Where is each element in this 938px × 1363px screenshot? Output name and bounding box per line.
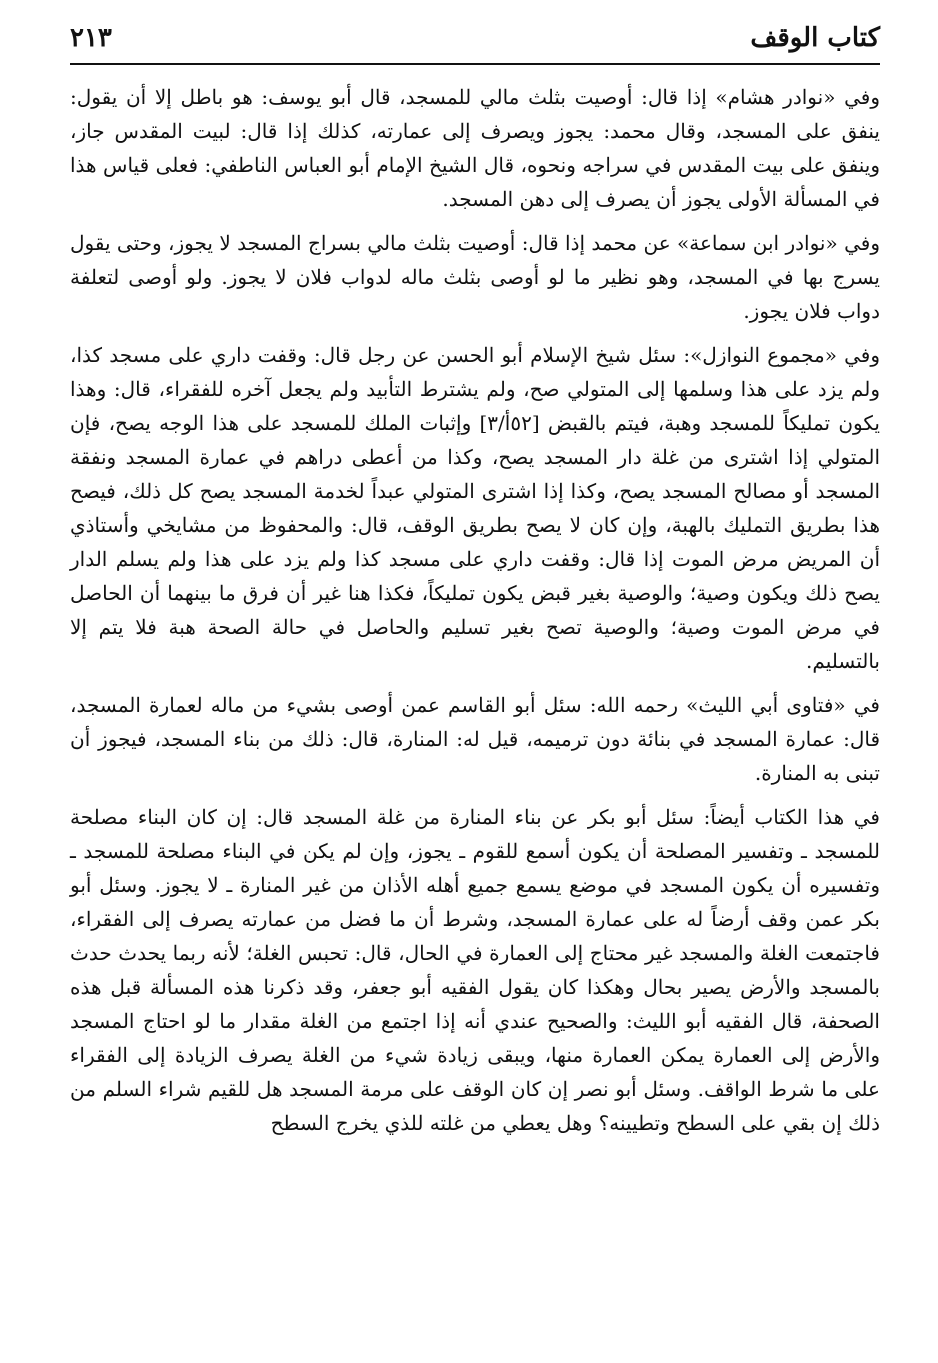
chapter-title: كتاب الوقف (750, 23, 880, 53)
page-number: ٢١٣ (70, 23, 112, 53)
paragraph-majmu-al-nawazil: وفي «مجموع النوازل»: سئل شيخ الإسلام أبو الحسن عن رجل قال: وقفت داري على مسجد كذا، ولم يزد على هذا وسلمها إلى المتولي صح، ولم يشترط التأبيد ولم يجعل آخره للفقراء، قال: وهذا يكون تمليكاً للمسجد وهبة، فيتم بالقبض [٥٢أ/٣] وإثبات الملك للمسجد على هذا الوجه يصح، فإن المتولي إذا اشترى من غلة دار المسجد يصح، وكذا من أعطى دراهم في عمارة المسجد ونفقة المسجد أو مصالح المسجد يصح، وكذا إذا اشترى المتولي عبداً لخدمة المسجد يصح كل ذلك، فيصح هذا بطريق التمليك بالهبة، وإن كان لا يصح بطريق الوقف، قال: والمحفوظ من مشايخي وأستاذي أن المريض مرض الموت إذا قال: وقفت داري على مسجد كذا ولم يزد على هذا ولم يسلم الدار يصح ذلك ويكون وصية؛ والوصية بغير قبض يكون تمليكاً، فكذا هنا غير أن فرق ما بينهما أن الحاصل في مرض الموت وصية؛ والوصية تصح بغير تسليم والحاصل في حالة الصحة هبة فلا يتم إلا بالتسليم. (70, 343, 880, 673)
paragraph-nawadir-ibn-samaa: وفي «نوادر ابن سماعة» عن محمد إذا قال: أوصيت بثلث مالي بسراج المسجد لا يجوز، وحتى يقول يسرج بها في المسجد، وهو نظير ما لو أوصى بثلث ماله لدواب فلان لا يجوز. ولو أوصى لتعلفة دواب فلان يجوز. (70, 231, 880, 323)
paragraph-same-book: في هذا الكتاب أيضاً: سئل أبو بكر عن بناء المنارة من غلة المسجد قال: إن كان البناء مصلحة للمسجد ـ وتفسير المصلحة أن يكون أسمع للقوم ـ يجوز، وإن لم يكن في البناء مصلحة للمسجد ـ وتفسيره أن يكون المسجد في موضع يسمع جميع أهله الأذان من غير المنارة ـ لا يجوز. وسئل أبو بكر عمن وقف أرضاً له على عمارة المسجد، وشرط أن ما فضل من عمارته يصرف إلى الفقراء، فاجتمعت الغلة والمسجد غير محتاج إلى العمارة في الحال، قال: تحبس الغلة؛ لأنه ربما يحدث حدث بالمسجد والأرض يصير بحال وهكذا كان يقول الفقيه أبو جعفر، وقد ذكرنا هذه المسألة قبل هذه الصحفة، قال الفقيه أبو الليث: والصحيح عندي أنه إذا اجتمع من الغلة مقدار ما لو احتاج المسجد والأرض إلى العمارة يمكن العمارة منها، ويبقى زيادة شيء من الغلة يصرف الزيادة إلى الفقراء على ما شرط الواقف. وسئل أبو نصر إن كان الوقف على مرمة المسجد هل للقيم شراء السلم من ذلك إن بقي على السطح وتطيينه؟ وهل يعطي من غلته للذي يخرج السطح (70, 805, 880, 1135)
body-text (70, 80, 880, 1150)
page-header (70, 14, 880, 62)
paragraph-fatawa-abi-al-layth: في «فتاوى أبي الليث» رحمه الله: سئل أبو القاسم عمن أوصى بشيء من ماله لعمارة المسجد، قال: عمارة المسجد في بنائة دون ترميمه، قيل له: المنارة، قال: ذلك من بناء المسجد، فيجوز أن تبنى به المنارة. (70, 693, 880, 785)
header-rule (70, 63, 880, 65)
paragraph-nawadir-hisham: وفي «نوادر هشام» إذا قال: أوصيت بثلث مالي للمسجد، قال أبو يوسف: هو باطل إلا أن يقول: ينفق على المسجد، وقال محمد: يجوز ويصرف إلى عمارته، كذلك إذا قال: لبيت المقدس جاز، وينفق على بيت المقدس في سراجه ونحوه، قال الشيخ الإمام أبو العباس الناطفي: فعلى قياس هذا في المسألة الأولى يجوز أن يصرف إلى دهن المسجد. (70, 85, 880, 211)
